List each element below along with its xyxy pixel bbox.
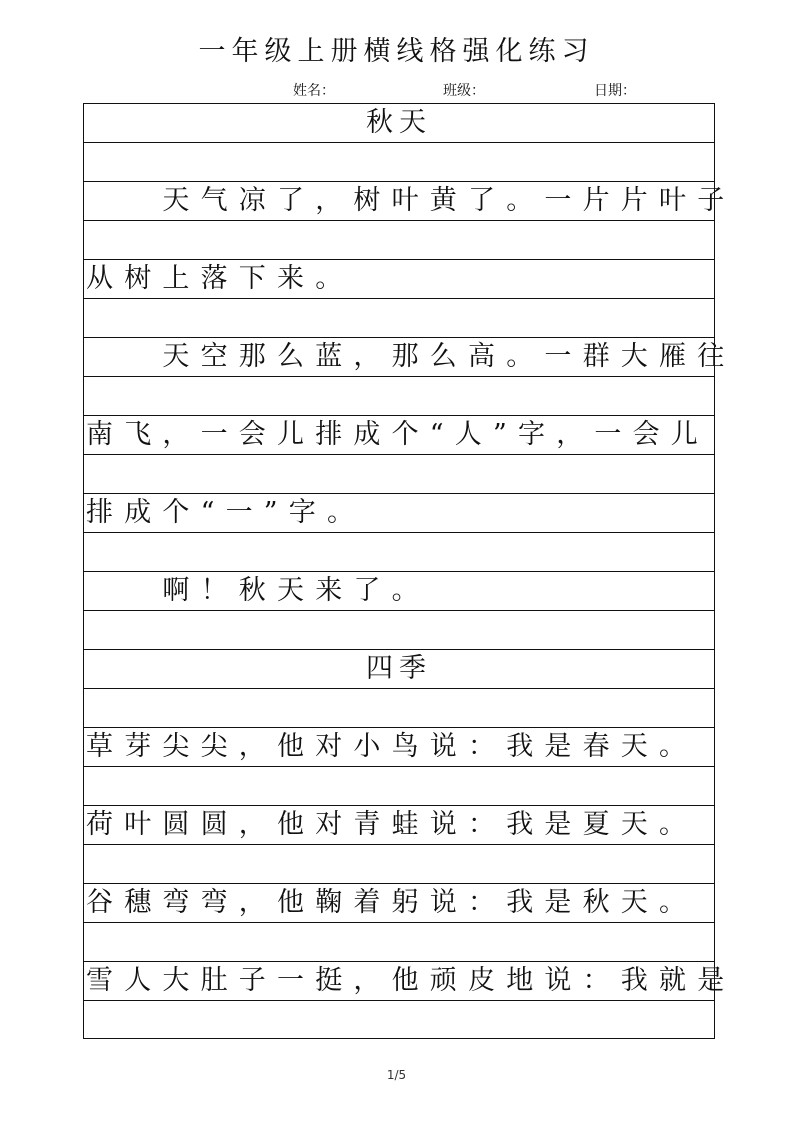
blank-writing-line <box>84 533 714 572</box>
line-text: 排成个“一”字。 <box>86 497 366 528</box>
line-text: 谷穗弯弯，他鞠着躬说：我是秋天。 <box>86 887 698 918</box>
writing-line <box>84 884 714 923</box>
blank-writing-line <box>84 143 714 182</box>
writing-line <box>84 494 714 533</box>
blank-writing-line <box>84 611 714 650</box>
line-text: 天空那么蓝，那么高。一群大雁往 <box>86 341 736 372</box>
line-text: 南飞，一会儿排成个“人”字，一会儿 <box>86 419 710 450</box>
class-label: 班级： <box>443 83 485 99</box>
date-label: 日期： <box>594 83 636 99</box>
line-text: 啊！秋天来了。 <box>86 575 430 606</box>
writing-line <box>84 104 714 143</box>
line-text: 雪人大肚子一挺，他顽皮地说：我就是 <box>86 965 736 996</box>
line-text: 天气凉了，树叶黄了。一片片叶子 <box>86 185 736 216</box>
blank-writing-line <box>84 1001 714 1040</box>
writing-line <box>84 572 714 611</box>
section-heading: 四季 <box>366 653 432 684</box>
writing-line <box>84 338 736 377</box>
blank-writing-line <box>84 767 714 806</box>
blank-writing-line <box>84 299 714 338</box>
writing-line <box>84 650 714 689</box>
blank-writing-line <box>84 221 714 260</box>
blank-writing-line <box>84 845 714 884</box>
line-text: 荷叶圆圆，他对青蛙说：我是夏天。 <box>86 809 698 840</box>
line-text: 从树上落下来。 <box>86 263 354 294</box>
writing-line <box>84 728 714 767</box>
line-text: 草芽尖尖，他对小鸟说：我是春天。 <box>86 731 698 762</box>
section-heading: 秋天 <box>366 107 432 138</box>
blank-writing-line <box>84 377 714 416</box>
writing-line <box>84 806 714 845</box>
writing-line <box>84 260 714 299</box>
blank-writing-line <box>84 689 714 728</box>
blank-writing-line <box>84 455 714 494</box>
name-label: 姓名： <box>293 83 335 99</box>
writing-line <box>84 182 736 221</box>
page-number: 1/5 <box>386 1068 407 1082</box>
blank-writing-line <box>84 923 714 962</box>
writing-line <box>84 416 714 455</box>
writing-line <box>84 962 736 1001</box>
worksheet-title: 一年级上册横线格强化练习 <box>198 36 595 67</box>
lined-writing-sheet <box>83 103 736 1039</box>
